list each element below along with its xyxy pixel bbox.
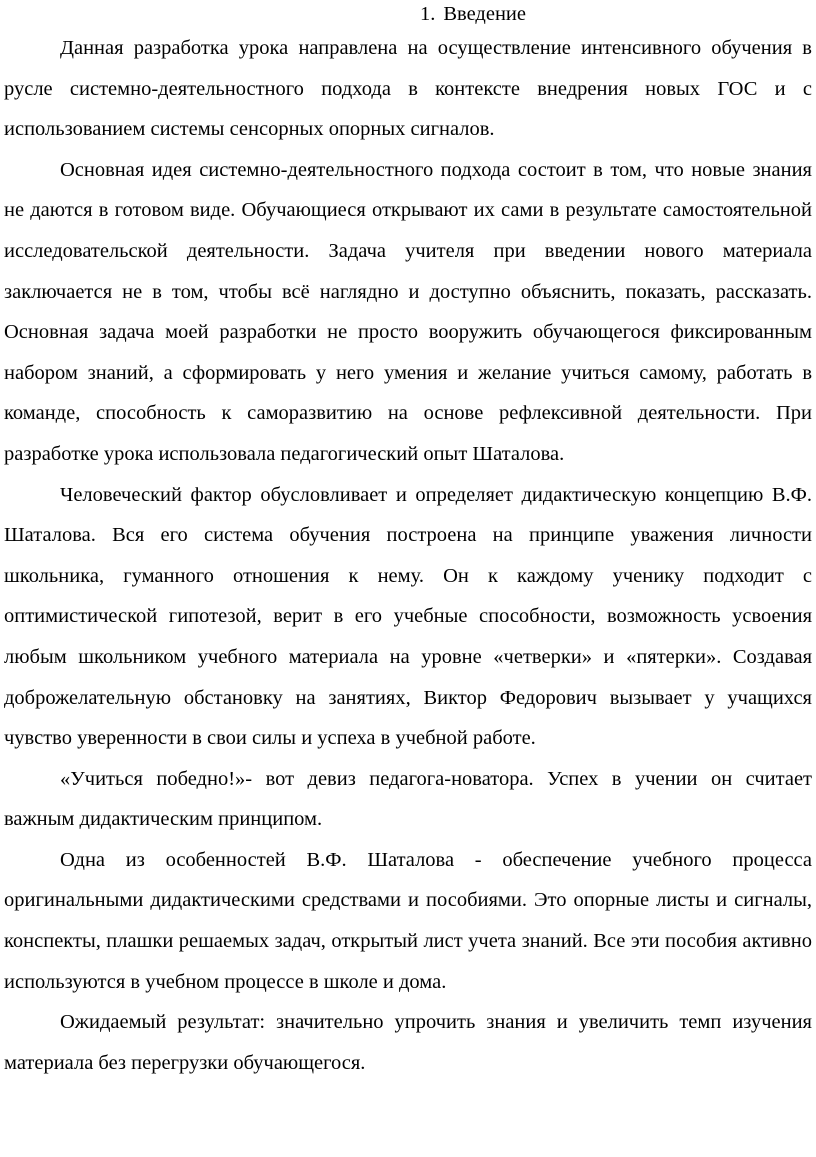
section-number: 1. [419,3,436,25]
paragraph-expected-result: Ожидаемый результат: значительно упрочить знания и увеличить темп изучения материала без перегрузки обучающегося. [4,1011,812,1074]
section-heading [4,0,812,28]
paragraph-didactic-tools: Одна из особенностей В.Ф. Шаталова - обеспечение учебного процесса оригинальными дидактическими средствами и пособиями. Это опорные листы и сигналы, конспекты, плашки решаемых задач, открытый лист учета знаний. Все эти пособия активно используются в учебном процессе в школе и дома. [4,848,812,993]
paragraph-main-idea: Основная идея системно-деятельностного подхода состоит в том, что новые знания не даются в готовом виде. Обучающиеся открывают их сами в результате самостоятельной исследовательской деятельности. Задача учителя при введении нового материала заключается не в том, чтобы всё наглядно и доступно объяснить, показать, рассказать. Основная задача моей разработки не просто вооружить обучающегося фиксированным набором знаний, а сформировать у него умения и желание учиться самому, работать в команде, способность к саморазвитию на основе рефлексивной деятельности. При разработке урока использовала педагогический опыт Шаталова. [4,158,812,465]
section-title: Введение [443,3,526,25]
paragraph-intro: Данная разработка урока направлена на осуществление интенсивного обучения в русле системно-деятельностного подхода в контексте внедрения новых ГОС и с использованием системы сенсорных опорных сигналов. [4,37,812,141]
paragraph-human-factor: Человеческий фактор обусловливает и определяет дидактическую концепцию В.Ф. Шаталова. Вся его система обучения построена на принципе уважения личности школьника, гуманного отношения к нему. Он к каждому ученику подходит с оптимистической гипотезой, верит в его учебные способности, возможность усвоения любым школьником учебного материала на уровне «четверки» и «пятерки». Создавая доброжелательную обстановку на занятиях, Виктор Федорович вызывает у учащихся чувство уверенности в свои силы и успеха в учебной работе. [4,483,812,750]
paragraph-motto: «Учиться победно!»- вот девиз педагога-новатора. Успех в учении он считает важным дидактическим принципом. [4,767,812,831]
